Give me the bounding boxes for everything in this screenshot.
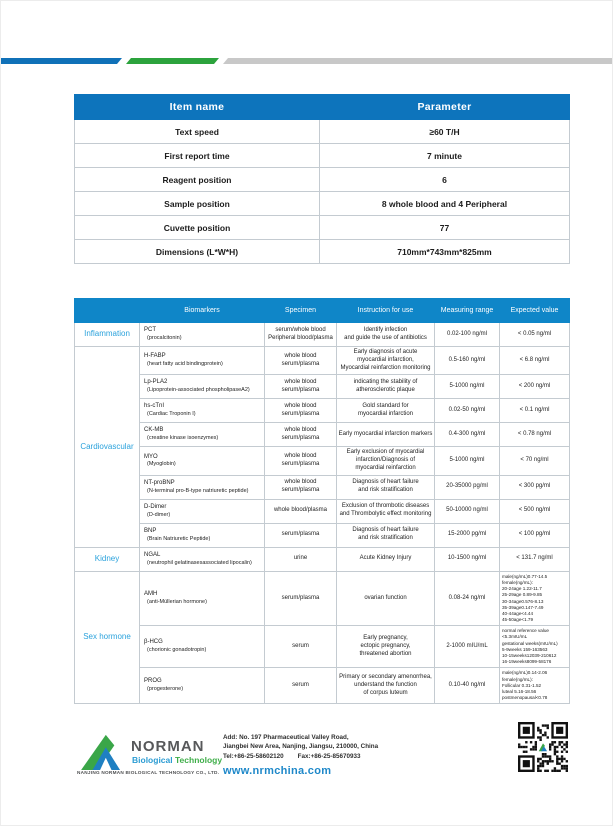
biomarker-fullname: (creatine kinase isoenzymes) — [147, 435, 219, 442]
biomarker-fullname: (Lipoprotein-associated phospholipaseA2) — [147, 387, 250, 394]
biomarker-name: MYO — [144, 453, 158, 460]
biomarker-header-expected-value: Expected value — [500, 299, 570, 323]
measuring-range-cell: 20-35000 pg/ml — [435, 475, 500, 499]
expected-value-cell: < 500 ng/ml — [500, 499, 570, 523]
fax-number: Fax:+86-25-85670933 — [297, 752, 361, 760]
measuring-range-cell: 5-1000 ng/ml — [435, 375, 500, 399]
instruction-cell: ovarian function — [337, 571, 435, 626]
logo-subtitle-technology: Technology — [175, 755, 223, 765]
spec-parameter: 77 — [320, 216, 570, 240]
biomarker-name: AMH — [144, 591, 158, 598]
biomarker-fullname: (Myoglobin) — [147, 461, 176, 468]
spec-table-row — [75, 120, 570, 144]
biomarker-name: CK-MB — [144, 427, 164, 434]
biomarker-name-cell — [140, 323, 265, 347]
biomarker-fullname: (chorionic gonadotropin) — [147, 647, 207, 654]
biomarker-header-specimen: Specimen — [265, 299, 337, 323]
biomarker-fullname: (Cardiac Troponin I) — [147, 411, 196, 418]
biomarker-name-cell — [140, 399, 265, 423]
biomarker-name: PROG — [144, 678, 162, 685]
specimen-cell: whole blood/plasma — [265, 499, 337, 523]
instruction-cell: Identify infection and guide the use of antibiotics — [337, 323, 435, 347]
expected-value-cell: < 300 pg/ml — [500, 475, 570, 499]
biomarker-table — [74, 298, 570, 704]
biomarker-name-cell — [140, 626, 265, 668]
instruction-cell: Early diagnosis of acute myocardial infarction, Myocardial reinfarction monitoring — [337, 347, 435, 375]
category-cell: Sex hormone — [75, 571, 140, 704]
biomarker-name-cell — [140, 347, 265, 375]
biomarker-fullname: (neutrophil gelatinasesassociated lipocalin) — [147, 559, 252, 566]
biomarker-row — [75, 323, 570, 347]
biomarker-row — [75, 499, 570, 523]
measuring-range-cell: 10-1500 ng/ml — [435, 547, 500, 571]
instruction-cell: Early exclusion of myocardial infarction/Diagnosis of myocardial reinfarction — [337, 447, 435, 475]
measuring-range-cell: 2-1000 mIU/mL — [435, 626, 500, 668]
logo-subtitle-biological: Biological — [132, 755, 173, 765]
biomarker-row — [75, 447, 570, 475]
instruction-cell: Exclusion of thrombotic diseases and Thrombolytic effect monitoring — [337, 499, 435, 523]
measuring-range-cell: 0.5-160 ng/ml — [435, 347, 500, 375]
biomarker-name: H-FABP — [144, 353, 166, 360]
measuring-range-cell: 15-2000 pg/ml — [435, 523, 500, 547]
spec-table-row — [75, 144, 570, 168]
biomarker-name-cell — [140, 523, 265, 547]
specimen-cell: whole blood serum/plasma — [265, 447, 337, 475]
biomarker-row — [75, 475, 570, 499]
biomarker-name-cell — [140, 475, 265, 499]
biomarker-row — [75, 375, 570, 399]
spec-table-header-row — [75, 95, 570, 120]
spec-parameter: 6 — [320, 168, 570, 192]
biomarker-fullname: (progesterone) — [147, 686, 184, 693]
expected-value-cell: < 6.8 ng/ml — [500, 347, 570, 375]
specimen-cell: whole blood serum/plasma — [265, 475, 337, 499]
norman-logo-icon — [79, 733, 125, 771]
specimen-cell: whole blood serum/plasma — [265, 423, 337, 447]
biomarker-name-cell — [140, 668, 265, 704]
spec-parameter: ≥60 T/H — [320, 120, 570, 144]
instruction-cell: Gold standard for myocardial infarction — [337, 399, 435, 423]
spec-table-row — [75, 192, 570, 216]
expected-value-cell: < 0.05 ng/ml — [500, 323, 570, 347]
spec-header-parameter: Parameter — [320, 95, 570, 120]
spec-parameter: 710mm*743mm*825mm — [320, 240, 570, 264]
biomarker-name-cell — [140, 499, 265, 523]
measuring-range-cell: 0.10-40 ng/ml — [435, 668, 500, 704]
measuring-range-cell: 0.02-100 ng/ml — [435, 323, 500, 347]
biomarker-row — [75, 423, 570, 447]
qr-code — [518, 722, 568, 772]
spec-item-name: Text speed — [75, 120, 320, 144]
spec-table-row — [75, 216, 570, 240]
instruction-cell: Diagnosis of heart failure and risk stratification — [337, 523, 435, 547]
biomarker-fullname: (heart fatty acid bindingprotein) — [147, 361, 223, 368]
expected-value-cell: < 0.78 ng/ml — [500, 423, 570, 447]
biomarker-header-measuring-range: Measuring range — [435, 299, 500, 323]
category-cell: Inflammation — [75, 323, 140, 347]
expected-value-cell: < 100 pg/ml — [500, 523, 570, 547]
measuring-range-cell: 0.02-50 ng/ml — [435, 399, 500, 423]
measuring-range-cell: 50-10000 ng/ml — [435, 499, 500, 523]
measuring-range-cell: 0.4-300 ng/ml — [435, 423, 500, 447]
biomarker-table-body — [75, 323, 570, 704]
website-link[interactable]: www.nrmchina.com — [223, 765, 332, 778]
top-accent-bar-green — [126, 58, 219, 64]
tel-fax-line — [223, 752, 378, 761]
biomarker-name-cell — [140, 571, 265, 626]
expected-value-cell: normal reference value <5.3mIU/mL gestational weeks(mIU/mL) 5-9weeks 159-163563 10-15weeks12039-210612 16-19weeks8099-58176 — [500, 626, 570, 668]
contact-block — [223, 733, 378, 780]
specimen-cell: serum/plasma — [265, 523, 337, 547]
spec-item-name: Cuvette position — [75, 216, 320, 240]
biomarker-name: NT-proBNP — [144, 479, 175, 486]
company-name: NANJING NORMAN BIOLOGICAL TECHNOLOGY CO., LTD. — [77, 770, 220, 775]
spec-table-body — [75, 120, 570, 264]
specimen-cell: whole blood serum/plasma — [265, 399, 337, 423]
biomarker-fullname: (N-terminal pro-B-type natriuretic peptide) — [147, 487, 249, 494]
biomarker-name: NGAL — [144, 551, 161, 558]
spec-item-name: Sample position — [75, 192, 320, 216]
spec-table-row — [75, 168, 570, 192]
biomarker-fullname: (procalcitonin) — [147, 334, 182, 341]
biomarker-fullname: (Brain Natriuretic Peptide) — [147, 535, 211, 542]
specimen-cell: serum/plasma — [265, 571, 337, 626]
biomarker-row — [75, 668, 570, 704]
instruction-cell: Diagnosis of heart failure and risk stratification — [337, 475, 435, 499]
biomarker-name: BNP — [144, 527, 157, 534]
biomarker-name: hs-cTnI — [144, 403, 165, 410]
biomarker-name-cell — [140, 447, 265, 475]
spec-item-name: Reagent position — [75, 168, 320, 192]
measuring-range-cell: 0.08-24 ng/ml — [435, 571, 500, 626]
spec-parameter: 8 whole blood and 4 Peripheral — [320, 192, 570, 216]
biomarker-fullname: (anti-Müllerian hormone) — [147, 598, 207, 605]
measuring-range-cell: 5-1000 ng/ml — [435, 447, 500, 475]
spec-item-name: First report time — [75, 144, 320, 168]
specimen-cell: serum/whole blood Peripheral blood/plasma — [265, 323, 337, 347]
biomarker-name-cell — [140, 423, 265, 447]
biomarker-name-cell — [140, 375, 265, 399]
specimen-cell: urine — [265, 547, 337, 571]
specimen-cell: whole blood serum/plasma — [265, 375, 337, 399]
instruction-cell: Early myocardial infarction markers — [337, 423, 435, 447]
tel-number: Tel:+86-25-58602120 — [223, 752, 284, 760]
address-line-2: Jiangbei New Area, Nanjing, Jiangsu, 210000, China — [223, 743, 379, 751]
specimen-cell: serum — [265, 626, 337, 668]
logo-subtitle — [132, 755, 222, 765]
biomarker-name-cell — [140, 547, 265, 571]
biomarker-row — [75, 547, 570, 571]
expected-value-cell: < 200 ng/ml — [500, 375, 570, 399]
biomarker-row — [75, 523, 570, 547]
category-cell: Kidney — [75, 547, 140, 571]
instruction-cell: indicating the stability of atherosclerotic plaque — [337, 375, 435, 399]
biomarker-header-instruction: Instruction for use — [337, 299, 435, 323]
biomarker-name: D-Dimer — [144, 503, 167, 510]
instruction-cell: Acute Kidney Injury — [337, 547, 435, 571]
expected-value-cell: < 0.1 ng/ml — [500, 399, 570, 423]
biomarker-row — [75, 626, 570, 668]
expected-value-cell: male(ng/mL)0.14-2.06 female(ng/mL): Follicular 0.31-1.52 luteal 5.16-18.56 postmenopausal<0.78 — [500, 668, 570, 704]
spec-table-row — [75, 240, 570, 264]
biomarker-fullname: (D-dimer) — [147, 511, 171, 518]
category-cell: Cardiovascular — [75, 347, 140, 548]
biomarker-row — [75, 347, 570, 375]
biomarker-name: β-HCG — [144, 639, 163, 646]
spec-parameter: 7 minute — [320, 144, 570, 168]
biomarker-table-header-row — [75, 299, 570, 323]
top-accent-bar-gray — [223, 58, 612, 64]
expected-value-cell: < 70 ng/ml — [500, 447, 570, 475]
spec-header-item-name: Item name — [75, 95, 320, 120]
norman-wordmark: NORMAN — [131, 738, 205, 755]
instruction-cell: Early pregnancy, ectopic pregnancy, threatened abortion — [337, 626, 435, 668]
specimen-cell: serum — [265, 668, 337, 704]
spec-table — [74, 94, 570, 264]
address-line-1: Add: No. 197 Pharmaceutical Valley Road, — [223, 734, 349, 741]
biomarker-header-biomarkers: Biomarkers — [140, 299, 265, 323]
biomarker-header-category — [75, 299, 140, 323]
spec-item-name: Dimensions (L*W*H) — [75, 240, 320, 264]
instruction-cell: Primary or secondary amenorrhea, understand the function of corpus luteum — [337, 668, 435, 704]
biomarker-row — [75, 571, 570, 626]
biomarker-name: Lp-PLA2 — [144, 379, 168, 386]
top-accent-bar-blue — [1, 58, 122, 64]
expected-value-cell: < 131.7 ng/ml — [500, 547, 570, 571]
biomarker-name: PCT — [144, 327, 156, 334]
biomarker-row — [75, 399, 570, 423]
expected-value-cell: male(ng/mL)0.77-14.5 female(ng/mL): 20-24age 1.22-11.7 25-29age 0.89-9.85 30-34age0.576-8.13 35-39age0.147-7.49 40-44age<4.44 45-50age<1.79 — [500, 571, 570, 626]
specimen-cell: whole blood serum/plasma — [265, 347, 337, 375]
